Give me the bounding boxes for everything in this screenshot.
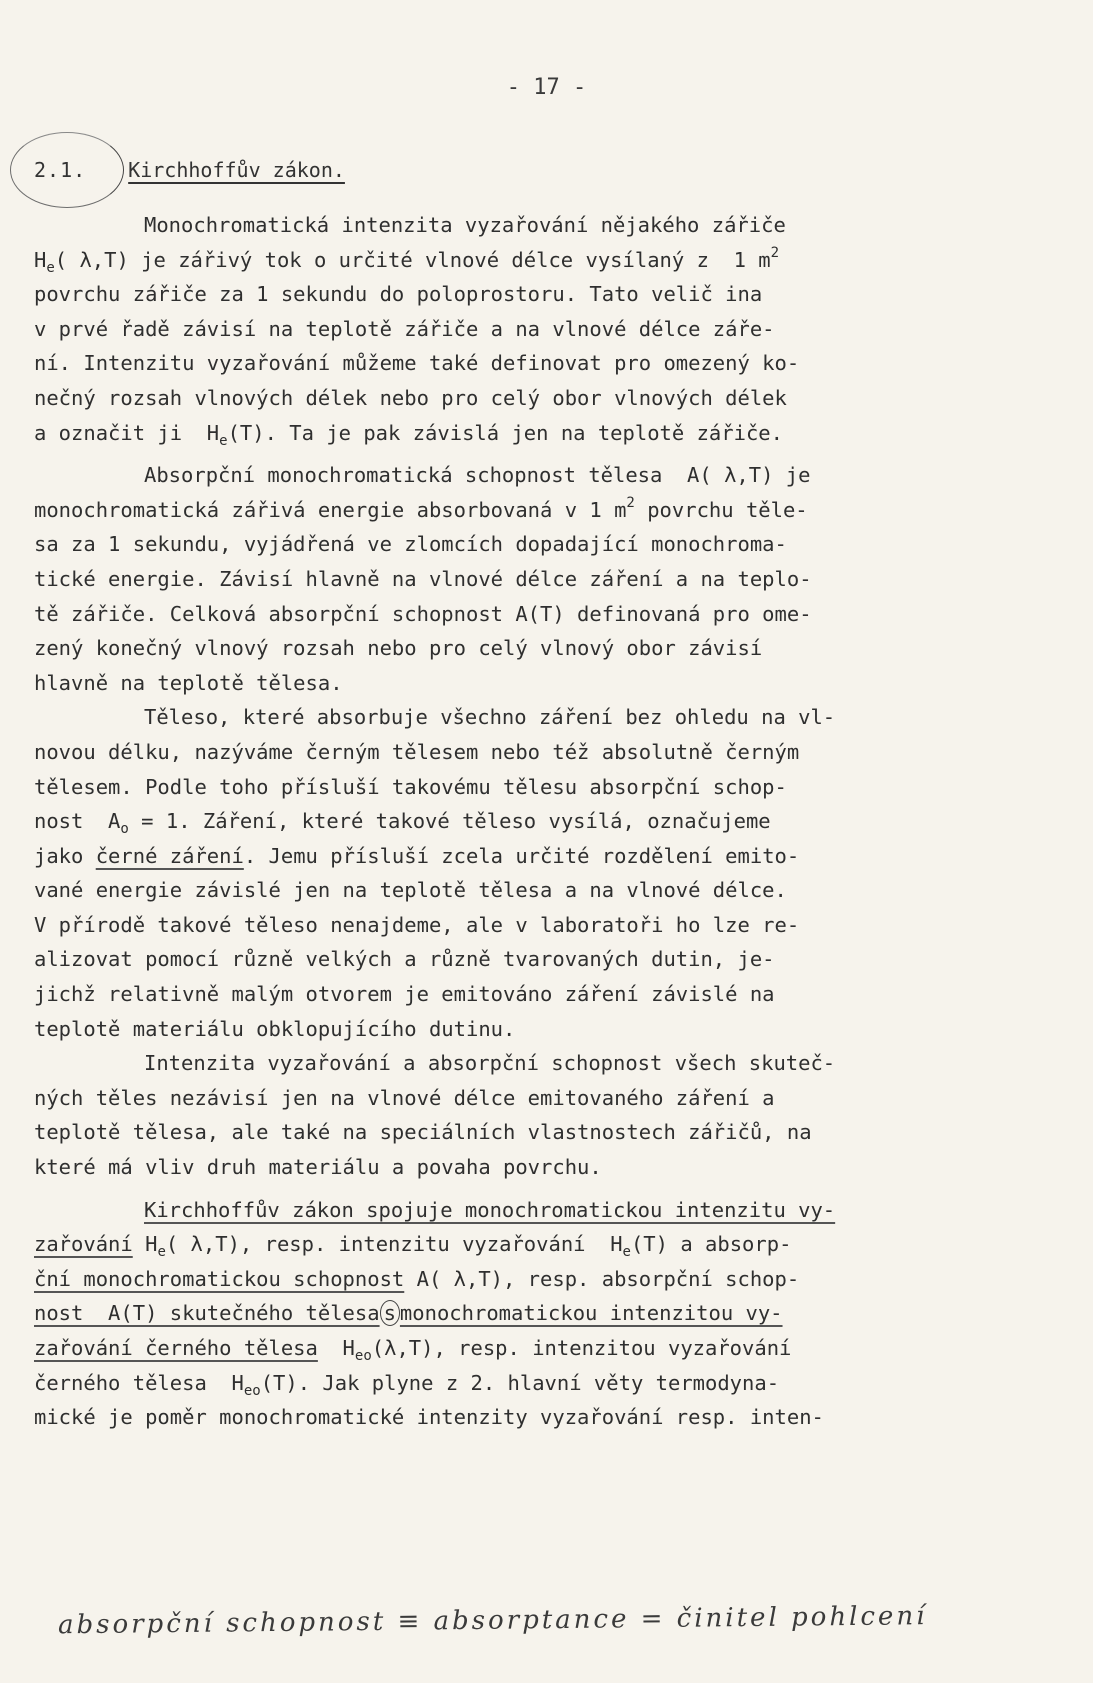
- text-line: teplotě materiálu obklopujícího dutinu.: [34, 1016, 516, 1041]
- text-line: Intenzita vyzařování a absorpční schopnost všech skuteč-: [144, 1051, 836, 1076]
- text-line: černého tělesa $H_{eo}(T)$. Jak plyne z 2. hlavní věty termodyna-: [34, 1370, 780, 1399]
- text-line: monochromatická zářivá energie absorbovaná v 1 $m^2$ povrchu těle-: [34, 494, 808, 522]
- text-line: nečný rozsah vlnových délek nebo pro celý obor vlnových délek: [34, 385, 787, 410]
- text-line: V přírodě takové těleso nenajdeme, ale v laboratoři ho lze re-: [34, 912, 800, 937]
- text-line: povrchu zářiče za 1 sekundu do poloprostoru. Tato velič ina: [34, 282, 763, 307]
- text-line: zený konečný vlnový rozsah nebo pro celý vlnový obor závisí: [34, 636, 763, 661]
- text-line: Těleso, které absorbuje všechno záření bez ohledu na vl-: [144, 705, 836, 730]
- text-line: teplotě tělesa, ale také na speciálních vlastnostech zářičů, na: [34, 1120, 812, 1145]
- text-line: Kirchhoffův zákon spojuje monochromatickou intenzitu vy-: [144, 1197, 836, 1222]
- text-line: ční monochromatickou schopnost A( λ,T), resp. absorpční schop-: [34, 1266, 800, 1291]
- text-line: zařování $H_e$( λ,T), resp. intenzitu vyzařování $H_e(T)$ a absorp-: [34, 1232, 792, 1261]
- text-line: tělesem. Podle toho přísluší takovému tělesu absorpční schop-: [34, 774, 787, 799]
- text-line: mické je poměr monochromatické intenzity vyzařování resp. inten-: [34, 1405, 824, 1430]
- handwritten-note: absorpční schopnost ≡ absorptance = činitel pohlcení: [57, 1601, 928, 1641]
- text-line: v prvé řadě závisí na teplotě zářiče a na vlnové délce záře-: [34, 316, 775, 341]
- text-line: ní. Intenzitu vyzařování můžeme také definovat pro omezený ko-: [34, 351, 800, 376]
- text-line: Monochromatická intenzita vyzařování nějakého zářiče: [144, 213, 786, 237]
- text-line: které má vliv druh materiálu a povaha povrchu.: [34, 1155, 602, 1180]
- page-number: - 17 -: [506, 75, 587, 100]
- text-line: a označit ji $H_e(T)$. Ta je pak závislá jen na teplotě zářiče.: [34, 420, 783, 449]
- text-line: nost $A_o = 1$. Záření, které takové těleso vysílá, označujeme: [34, 809, 771, 838]
- section-heading: [34, 158, 345, 182]
- text-line: jako černé záření. Jemu přísluší zcela určité rozdělení emito-: [34, 843, 800, 868]
- text-line: hlavně na teplotě tělesa.: [34, 670, 343, 695]
- text-line: ných těles nezávisí jen na vlnové délce emitovaného záření a: [34, 1085, 775, 1110]
- text-line: novou délku, nazýváme černým tělesem nebo též absolutně černým: [34, 739, 800, 764]
- text-line: vané energie závislé jen na teplotě tělesa a na vlnové délce.: [34, 878, 787, 903]
- text-line: Absorpční monochromatická schopnost tělesa A( λ,T) je: [144, 463, 811, 488]
- text-line: alizovat pomocí různě velkých a různě tvarovaných dutin, je-: [34, 947, 775, 972]
- text-line: [34, 450, 1064, 458]
- text-line: tické energie. Závisí hlavně na vlnové délce záření a na teplo-: [34, 566, 812, 591]
- section-number: 2.1.: [34, 158, 87, 182]
- text-line: nost A(T) skutečného tělesa s monochromatickou intenzitou vy-: [34, 1301, 783, 1326]
- text-line: $H_e$( λ,T) je zářivý tok o určité vlnové délce vysílaný z 1 $m^2$: [34, 244, 780, 276]
- body-text: [34, 208, 1064, 1435]
- text-line: [34, 1185, 1064, 1193]
- text-line: jichž relativně malým otvorem je emitováno záření závislé na: [34, 982, 775, 1007]
- text-line: tě zářiče. Celková absorpční schopnost A(T) definovaná pro ome-: [34, 601, 812, 626]
- section-title: Kirchhoffův zákon.: [128, 158, 345, 182]
- text-line: sa za 1 sekundu, vyjádřená ve zlomcích dopadající monochroma-: [34, 532, 787, 557]
- text-line: zařování černého tělesa $H_{eo}(\lambda,T)$, resp. intenzitou vyzařování: [34, 1336, 792, 1364]
